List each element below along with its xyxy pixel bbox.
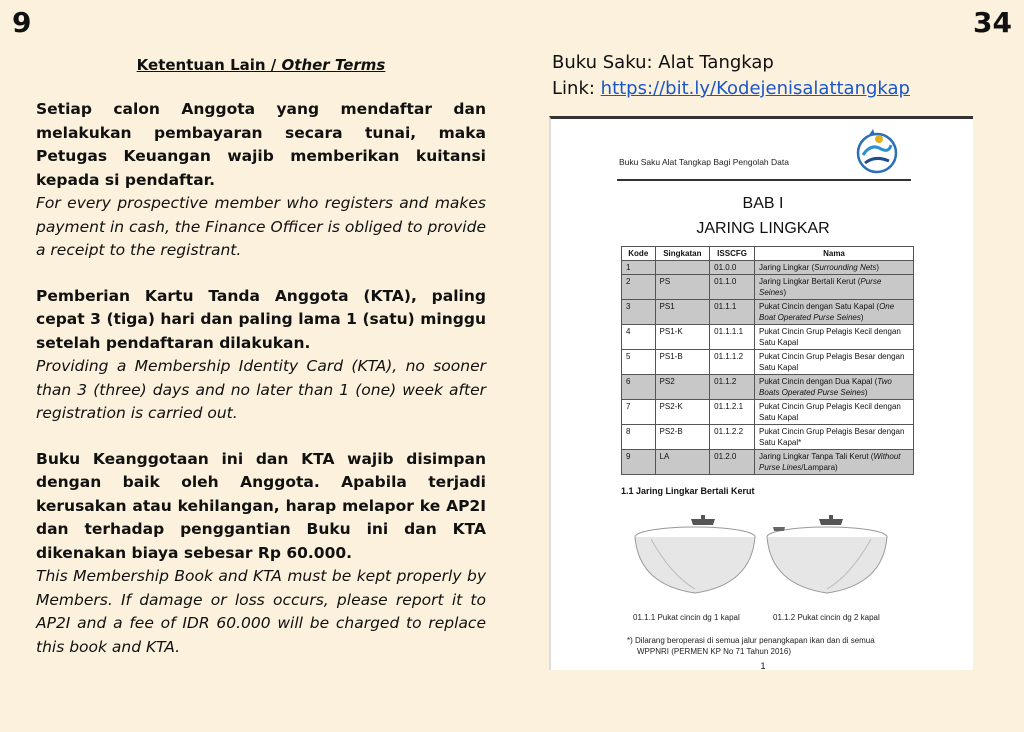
table-row xyxy=(622,325,914,350)
table-row xyxy=(622,450,914,475)
table-row xyxy=(622,350,914,375)
table-row xyxy=(622,400,914,425)
cell-isscfg: 01.0.0 xyxy=(710,261,755,275)
cell-isscfg: 01.1.2.1 xyxy=(710,400,755,425)
nama-english: Purse Seines xyxy=(759,277,882,297)
cell-kode: 8 xyxy=(622,425,656,450)
nama-english: Surrounding Nets xyxy=(814,263,877,272)
nama-text: Jaring Lingkar Bertali Kerut ( xyxy=(759,277,861,286)
gear-code-table xyxy=(621,246,914,475)
purse-seine-two-boat-illustration xyxy=(763,515,891,599)
nama-text: Pukat Cincin Grup Pelagis Kecil dengan Satu Kapal xyxy=(759,327,901,347)
other-terms-section xyxy=(36,56,486,681)
term-paragraph xyxy=(36,448,486,660)
cell-kode: 1 xyxy=(622,261,656,275)
footnote-line: *) Dilarang beroperasi di semua jalur penangkapan ikan dan di semua xyxy=(627,636,875,645)
cell-isscfg: 01.1.2 xyxy=(710,375,755,400)
cell-singkatan: PS1-B xyxy=(655,350,710,375)
pocketbook-heading: Buku Saku: Alat Tangkap xyxy=(552,52,774,73)
cell-nama xyxy=(755,450,914,475)
nama-text: Pukat Cincin dengan Satu Kapal ( xyxy=(759,302,880,311)
doc-page-number: 1 xyxy=(760,661,766,671)
column-header: ISSCFG xyxy=(710,247,755,261)
cell-isscfg: 01.1.0 xyxy=(710,275,755,300)
nama-text: Pukat Cincin Grup Pelagis Besar dengan Satu Kapal xyxy=(759,352,905,372)
document-preview xyxy=(549,116,973,670)
ministry-logo-icon xyxy=(851,125,903,177)
cell-kode: 6 xyxy=(622,375,656,400)
cell-singkatan: PS1-K xyxy=(655,325,710,350)
nama-text: Pukat Cincin dengan Dua Kapal ( xyxy=(759,377,878,386)
term-text-en: This Membership Book and KTA must be kept properly by Members. If damage or loss occurs, please report it to AP2I and a fee of IDR 60.000 will be charged to replace this book and KTA. xyxy=(36,567,486,656)
section-title: 1.1 Jaring Lingkar Bertali Kerut xyxy=(621,486,755,496)
term-text-en: Providing a Membership Identity Card (KTA), no sooner than 3 (three) days and no later than 1 (one) week after registration is carried out. xyxy=(36,357,486,422)
nama-english: Two Boats Operated Purse Seines xyxy=(759,377,892,397)
cell-singkatan: PS1 xyxy=(655,300,710,325)
cell-nama xyxy=(755,300,914,325)
nama-text: Pukat Cincin Grup Pelagis Kecil dengan Satu Kapal xyxy=(759,402,901,422)
nama-suffix: /Lampara) xyxy=(801,463,838,472)
nama-suffix: ) xyxy=(876,263,880,272)
nama-english: Without Purse Lines xyxy=(759,452,901,472)
column-header: Nama xyxy=(755,247,914,261)
cell-isscfg: 01.1.2.2 xyxy=(710,425,755,450)
cell-kode: 4 xyxy=(622,325,656,350)
footnote xyxy=(627,635,875,657)
nama-suffix: ) xyxy=(860,313,864,322)
cell-isscfg: 01.1.1 xyxy=(710,300,755,325)
terms-title-id: Ketentuan Lain / xyxy=(136,56,282,74)
caption-two-boat: 01.1.2 Pukat cincin dg 2 kapal xyxy=(773,613,880,622)
footnote-line: WPPNRI (PERMEN KP No 71 Tahun 2016) xyxy=(637,647,791,656)
cell-kode: 2 xyxy=(622,275,656,300)
nama-suffix: ) xyxy=(783,288,787,297)
term-text-id: Pemberian Kartu Tanda Anggota (KTA), paling cepat 3 (tiga) hari dan paling lama 1 (satu) minggu setelah pendaftaran dilakukan. xyxy=(36,286,486,352)
cell-isscfg: 01.1.1.2 xyxy=(710,350,755,375)
terms-title-en: Other Terms xyxy=(281,56,386,74)
header-divider xyxy=(617,179,911,181)
cell-nama xyxy=(755,375,914,400)
cell-singkatan: LA xyxy=(655,450,710,475)
cell-singkatan: PS2-B xyxy=(655,425,710,450)
term-paragraph xyxy=(36,98,486,263)
term-text-id: Buku Keanggotaan ini dan KTA wajib disimpan dengan baik oleh Anggota. Apabila terjadi kerusakan atau kehilangan, harap melapor ke AP2I dan terhadap penggantian Buku ini dan KTA dikenakan biaya sebesar Rp 60.000. xyxy=(36,449,486,562)
table-row xyxy=(622,375,914,400)
link-label: Link: xyxy=(552,78,601,99)
chapter-label: BAB I xyxy=(742,195,784,212)
nama-text: Jaring Lingkar Tanpa Tali Kerut ( xyxy=(759,452,874,461)
term-text-id: Setiap calon Anggota yang mendaftar dan melakukan pembayaran secara tunai, maka Petugas Keuangan wajib memberikan kuitansi kepada si pendaftar. xyxy=(36,100,486,189)
table-row xyxy=(622,261,914,275)
cell-kode: 9 xyxy=(622,450,656,475)
terms-title xyxy=(36,56,486,74)
cell-nama xyxy=(755,275,914,300)
cell-nama xyxy=(755,325,914,350)
chapter-title: JARING LINGKAR xyxy=(696,220,830,237)
column-header: Singkatan xyxy=(655,247,710,261)
nama-suffix: ) xyxy=(864,388,868,397)
cell-singkatan: PS xyxy=(655,275,710,300)
nama-english: One Boat Operated Purse Seines xyxy=(759,302,895,322)
purse-seine-one-boat-illustration xyxy=(631,515,759,599)
table-row xyxy=(622,275,914,300)
cell-nama xyxy=(755,261,914,275)
cell-singkatan: PS2 xyxy=(655,375,710,400)
cell-singkatan xyxy=(655,261,710,275)
nama-text: Pukat Cincin Grup Pelagis Besar dengan Satu Kapal* xyxy=(759,427,905,447)
cell-nama xyxy=(755,350,914,375)
pocketbook-heading-block xyxy=(552,50,910,102)
cell-singkatan: PS2-K xyxy=(655,400,710,425)
pocketbook-link[interactable]: https://bit.ly/Kodejenisalattangkap xyxy=(600,78,910,99)
cell-kode: 7 xyxy=(622,400,656,425)
cell-isscfg: 01.2.0 xyxy=(710,450,755,475)
table-row xyxy=(622,425,914,450)
cell-kode: 5 xyxy=(622,350,656,375)
cell-nama xyxy=(755,400,914,425)
table-row xyxy=(622,300,914,325)
nama-text: Jaring Lingkar ( xyxy=(759,263,815,272)
pocketbook-link-line xyxy=(552,76,910,102)
cell-isscfg: 01.1.1.1 xyxy=(710,325,755,350)
doc-header: Buku Saku Alat Tangkap Bagi Pengolah Data xyxy=(619,157,789,167)
caption-one-boat: 01.1.1 Pukat cincin dg 1 kapal xyxy=(633,613,740,622)
term-text-en: For every prospective member who registers and makes payment in cash, the Finance Officer is obliged to provide a receipt to the registrant. xyxy=(36,194,486,259)
page-number-left: 9 xyxy=(12,6,32,39)
cell-nama xyxy=(755,425,914,450)
term-paragraph xyxy=(36,285,486,426)
column-header: Kode xyxy=(622,247,656,261)
page-number-right: 34 xyxy=(973,6,1012,39)
cell-kode: 3 xyxy=(622,300,656,325)
